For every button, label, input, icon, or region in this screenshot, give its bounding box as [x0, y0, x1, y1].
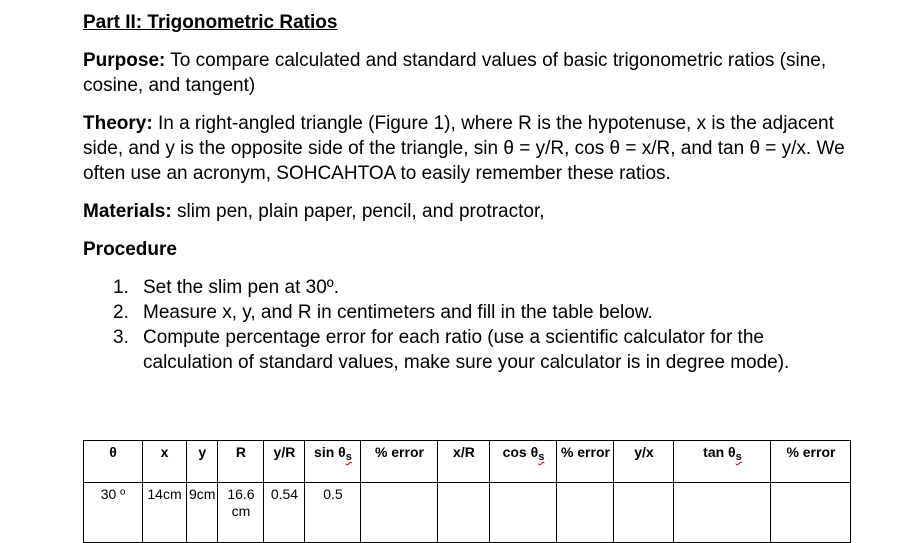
procedure-steps	[113, 275, 833, 375]
cell-tan	[674, 483, 771, 543]
header-r: R	[218, 441, 264, 483]
step-text: Measure x, y, and R in centimeters and fill in the table below.	[143, 302, 653, 323]
header-y: y	[187, 441, 218, 483]
cell-tan-error	[771, 483, 851, 543]
cell-x-over-r	[438, 483, 490, 543]
data-table	[83, 440, 851, 543]
cell-y-over-r: 0.54	[264, 483, 305, 543]
cell-y: 9cm	[187, 483, 218, 543]
header-tan-label: tan θ	[703, 444, 736, 460]
header-cos-label: cos θ	[502, 444, 539, 460]
step-text: Set the slim pen at 30º.	[143, 277, 339, 298]
header-y-over-x: y/x	[614, 441, 674, 483]
step-number: 3.	[113, 327, 129, 348]
theory-paragraph	[83, 111, 873, 186]
header-cos-subscript: s	[538, 451, 545, 463]
section-title: Part II: Trigonometric Ratios	[83, 12, 338, 33]
cell-cos-error	[557, 483, 614, 543]
table-row	[84, 483, 851, 543]
theory-label: Theory:	[83, 113, 153, 134]
step-number: 1.	[113, 277, 129, 298]
header-x: x	[143, 441, 187, 483]
step-text: Compute percentage error for each ratio (use a scientific calculator for the calculation of standard values, make sure your calculator is in degree mode).	[143, 327, 790, 373]
theory-text: In a right-angled triangle (Figure 1), where R is the hypotenuse, x is the adjacent side, and y is the opposite side of the triangle, sin θ = y/R, cos θ = x/R, and tan θ = y/x. We often use an acronym, SOHCAHTOA to easily remember these ratios.	[83, 113, 845, 184]
header-sin-subscript: s	[345, 451, 352, 463]
header-cos	[490, 441, 557, 483]
procedure-step	[113, 325, 833, 375]
cell-r: 16.6 cm	[218, 483, 264, 543]
materials-text: slim pen, plain paper, pencil, and protractor,	[171, 201, 545, 222]
procedure-heading: Procedure	[83, 239, 177, 260]
purpose-paragraph	[83, 48, 873, 98]
cell-y-over-x	[614, 483, 674, 543]
procedure-step	[113, 275, 833, 300]
header-cos-error: % error	[557, 441, 614, 483]
cell-sin: 0.5	[305, 483, 361, 543]
table-header-row	[84, 441, 851, 483]
header-sin-error: % error	[361, 441, 438, 483]
header-tan	[674, 441, 771, 483]
header-sin	[305, 441, 361, 483]
cell-sin-error	[361, 483, 438, 543]
header-theta: θ	[84, 441, 143, 483]
cell-x: 14cm	[143, 483, 187, 543]
header-tan-subscript: s	[735, 451, 742, 463]
procedure-step	[113, 300, 833, 325]
header-x-over-r: x/R	[438, 441, 490, 483]
purpose-label: Purpose:	[83, 50, 166, 71]
header-sin-label: sin θ	[314, 444, 346, 460]
cell-cos	[490, 483, 557, 543]
purpose-text: To compare calculated and standard values of basic trigonometric ratios (sine, cosine, and tangent)	[83, 50, 827, 96]
cell-theta: 30 º	[84, 483, 143, 543]
header-y-over-r: y/R	[264, 441, 305, 483]
materials-label: Materials:	[83, 201, 172, 222]
step-number: 2.	[113, 302, 129, 323]
materials-paragraph	[83, 199, 873, 224]
header-tan-error: % error	[771, 441, 851, 483]
